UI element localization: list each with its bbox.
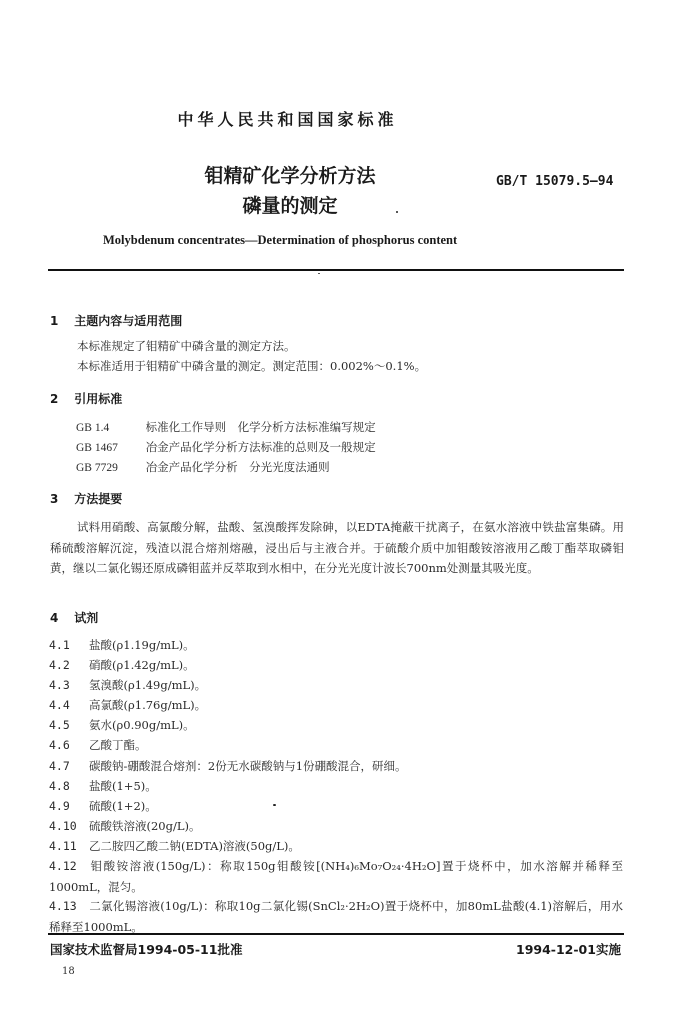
- reagent-item: [49, 818, 200, 834]
- scan-speck: [318, 273, 320, 274]
- reagent-item-long: [49, 896, 623, 937]
- section-number: 4: [50, 611, 59, 625]
- standard-code: GB/T 15079.5—94: [496, 174, 614, 189]
- section-heading-4: [50, 609, 98, 626]
- reagent-number: 4.8: [49, 779, 70, 793]
- reagent-text: 盐酸(ρ1.19g/mL)。: [89, 638, 195, 652]
- document-title-line2: 磷量的测定: [242, 195, 338, 217]
- reagent-item: [49, 697, 206, 713]
- reagent-number: 4.6: [49, 738, 70, 752]
- reagent-number: 4.5: [49, 718, 70, 732]
- scan-speck: [396, 211, 398, 213]
- reference-code: GB 1467: [76, 442, 118, 454]
- reagent-number: 4.12: [49, 859, 77, 873]
- reagent-item: [49, 798, 157, 814]
- scan-speck: [273, 804, 276, 806]
- implementation-date: 1994-12-01实施: [516, 942, 621, 957]
- reagent-number: 4.13: [49, 899, 77, 913]
- reagent-item: [49, 677, 206, 693]
- reference-code: GB 7729: [76, 462, 118, 474]
- page-number: 18: [62, 966, 75, 977]
- reagent-text: 钼酸铵溶液(150g/L)：称取150g钼酸铵[(NH₄)₆Mo₇O₂₄·4H₂O]置于烧杯中，加水溶解并稀释至1000mL，混匀。: [49, 859, 623, 894]
- reference-item: [76, 419, 376, 435]
- reference-item: [76, 459, 330, 475]
- section-title: 主题内容与适用范围: [74, 314, 183, 328]
- reagent-item: [49, 838, 300, 854]
- reagent-number: 4.10: [49, 819, 77, 833]
- reagent-item: [49, 778, 157, 794]
- reagent-item-long: [49, 856, 623, 897]
- reference-item: [76, 439, 376, 455]
- method-summary-paragraph: 试料用硝酸、高氯酸分解，盐酸、氢溴酸挥发除砷，以EDTA掩蔽干扰离子，在氨水溶液中铁盐富集磷。用稀硫酸溶解沉淀，残渣以混合熔剂熔融，浸出后与主液合并。于硫酸介质中加钼酸铵溶液用乙酸丁酯萃取磷钼黄，继以二氯化锡还原成磷钼蓝并反萃取到水相中，在分光光度计波长700nm处测量其吸光度。: [50, 520, 624, 575]
- reagent-text: 二氯化锡溶液(10g/L)：称取10g二氯化锡(SnCl₂·2H₂O)置于烧杯中，加80mL盐酸(4.1)溶解后，用水稀释至1000mL。: [49, 899, 623, 934]
- section-heading-2: [50, 390, 122, 407]
- reagent-item: [49, 717, 195, 733]
- reagent-number: 4.11: [49, 839, 77, 853]
- section-heading-3: [50, 490, 122, 507]
- reagent-text: 氨水(ρ0.90g/mL)。: [89, 718, 195, 732]
- reagent-number: 4.4: [49, 698, 70, 712]
- reagent-text: 乙酸丁酯。: [89, 738, 147, 752]
- reagent-number: 4.9: [49, 799, 70, 813]
- reagent-number: 4.1: [49, 638, 70, 652]
- reagent-number: 4.2: [49, 658, 70, 672]
- reagent-text: 硫酸铁溶液(20g/L)。: [89, 819, 201, 833]
- section-title: 试剂: [74, 611, 99, 625]
- reagent-number: 4.7: [49, 759, 70, 773]
- reagent-text: 硝酸(ρ1.42g/mL)。: [89, 658, 195, 672]
- reference-title: 标准化工作导则 化学分析方法标准编写规定: [145, 420, 376, 434]
- reference-code: GB 1.4: [76, 422, 110, 434]
- footer-divider: [48, 933, 624, 935]
- reagent-item: [49, 637, 195, 653]
- reagent-text: 高氯酸(ρ1.76g/mL)。: [89, 698, 207, 712]
- reagent-text: 氢溴酸(ρ1.49g/mL)。: [89, 678, 207, 692]
- section1-paragraph-2: 本标准适用于钼精矿中磷含量的测定。测定范围：0.002%～0.1%。: [77, 359, 427, 373]
- section-number: 1: [50, 314, 59, 328]
- section-heading-1: [50, 312, 182, 329]
- section-number: 2: [50, 392, 59, 406]
- section1-paragraph-1: 本标准规定了钼精矿中磷含量的测定方法。: [77, 339, 296, 353]
- english-title: Molybdenum concentrates—Determination of phosphorus content: [103, 233, 458, 247]
- reference-title: 冶金产品化学分析方法标准的总则及一般规定: [145, 440, 376, 454]
- reagent-item: [49, 657, 195, 673]
- reagent-number: 4.3: [49, 678, 70, 692]
- section-title: 引用标准: [74, 392, 123, 406]
- reagent-item: [49, 758, 407, 774]
- section-number: 3: [50, 492, 59, 506]
- reagent-text: 硫酸(1+2)。: [89, 799, 157, 813]
- standard-organization: 中华人民共和国国家标准: [177, 110, 398, 129]
- document-title-line1: 钼精矿化学分析方法: [204, 165, 376, 187]
- reference-title: 冶金产品化学分析 分光光度法通则: [145, 460, 330, 474]
- reagent-item: [49, 737, 147, 753]
- reagent-text: 盐酸(1+5)。: [89, 779, 157, 793]
- reagent-text: 碳酸钠-硼酸混合熔剂：2份无水碳酸钠与1份硼酸混合，研细。: [89, 759, 407, 773]
- approval-statement: 国家技术监督局1994-05-11批准: [50, 942, 243, 957]
- reagent-text: 乙二胺四乙酸二钠(EDTA)溶液(50g/L)。: [89, 839, 300, 853]
- section-title: 方法提要: [74, 492, 123, 506]
- header-divider: [48, 269, 624, 271]
